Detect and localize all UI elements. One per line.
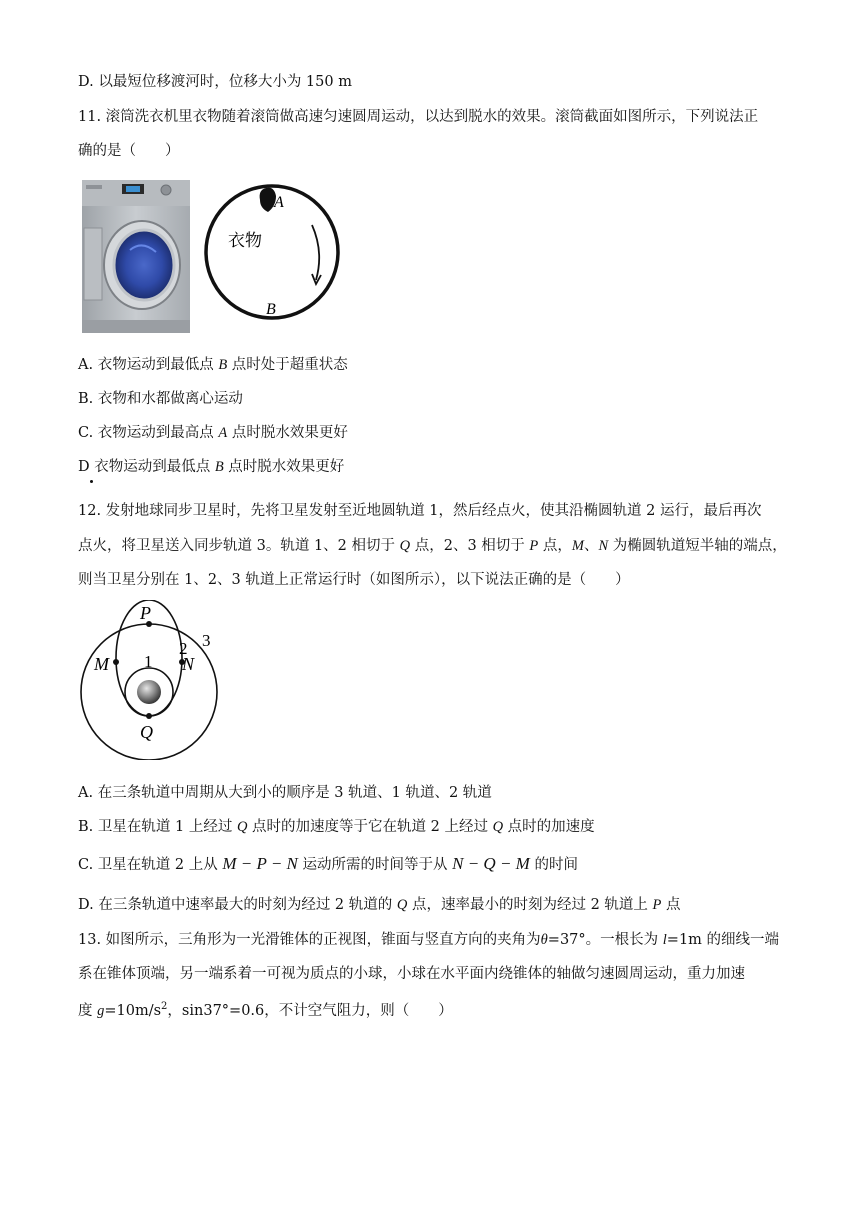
- q12-option-b-q1: Q: [236, 819, 248, 835]
- q12-stem-seg-b: 点，2、3 相切于: [410, 538, 530, 554]
- q12-option-b-mid: 点时的加速度等于它在轨道 2 上经过: [247, 819, 493, 835]
- label-b: B: [266, 301, 276, 318]
- q12-option-d-p: P: [652, 897, 662, 913]
- q11-stem-line1: 11. 滚筒洗衣机里衣物随着滚筒做高速匀速圆周运动，以达到脱水的效果。滚筒截面如图所示，下列说法正: [78, 109, 759, 125]
- q12-option-d-q: Q: [396, 897, 408, 913]
- q10-option-d: D. 以最短位移渡河时，位移大小为 150 m: [78, 74, 352, 90]
- drum-cross-section-figure: [200, 180, 345, 322]
- q11-option-b: B. 衣物和水都做离心运动: [78, 391, 243, 407]
- q11-option-d-suffix: 点时脱水效果更好: [223, 459, 345, 475]
- q13-line1: [78, 930, 779, 950]
- point-q: [146, 713, 152, 719]
- q12-stem-line1: 12. 发射地球同步卫星时，先将卫星发射至近地圆轨道 1，然后经点火，使其沿椭圆轨道 2 运行，最后再次: [78, 503, 762, 519]
- label-a: A: [274, 194, 284, 211]
- q12-stem-n: N: [598, 538, 609, 554]
- q11-option-d-prefix: D 衣物运动到最低点: [78, 459, 215, 475]
- q13-line1-c: =1m 的细线一端: [666, 932, 780, 948]
- q12-stem-seg-a: 点火，将卫星送入同步轨道 3。轨道 1、2 相切于: [78, 538, 400, 554]
- washing-machine-image: [82, 180, 190, 333]
- q12-stem-m: M: [571, 538, 584, 554]
- q12-option-c: [78, 854, 578, 875]
- q12-option-b-q2: Q: [492, 819, 504, 835]
- q11-stem-line2: 确的是（ ）: [78, 143, 180, 159]
- q13-line2: 系在锥体顶端，另一端系着一可视为质点的小球，小球在水平面内绕锥体的轴做匀速圆周运动，重力加速: [78, 966, 745, 982]
- q12-option-d-mid: 点，速率最小的时刻为经过 2 轨道上: [407, 897, 653, 913]
- q12-stem-p: P: [529, 538, 539, 554]
- q11-option-a-prefix: A. 衣物运动到最低点: [78, 357, 219, 373]
- label-orbit-3: 3: [202, 631, 211, 650]
- q12-option-d: [78, 895, 681, 915]
- q11-option-a: [78, 355, 348, 375]
- q12-option-b-prefix: B. 卫星在轨道 1 上经过: [78, 819, 237, 835]
- earth: [137, 680, 161, 704]
- q12-stem-seg-d: 、: [583, 538, 599, 554]
- q12-option-c-prefix: C. 卫星在轨道 2 上从: [78, 857, 223, 873]
- q12-option-d-prefix: D. 在三条轨道中速率最大的时刻为经过 2 轨道的: [78, 897, 397, 913]
- q13-line3-a: 度: [78, 1002, 98, 1019]
- label-n: N: [182, 654, 195, 674]
- q13-line3-b: =10m/s: [104, 1002, 162, 1019]
- q12-stem-q: Q: [399, 538, 411, 554]
- q11-option-a-suffix: 点时处于超重状态: [227, 357, 348, 373]
- label-orbit-2: 2: [179, 639, 188, 658]
- orbit-figure: [78, 600, 223, 760]
- q13-line3-c: ，sin37°=0.6，不计空气阻力，则（ ）: [167, 1002, 453, 1019]
- label-p: P: [140, 603, 151, 623]
- q13-l: l: [662, 932, 667, 948]
- label-orbit-1: 1: [144, 652, 153, 671]
- q12-option-d-suffix: 点: [661, 897, 681, 913]
- q12-option-c-path1: M − P − N: [222, 854, 298, 873]
- q12-option-c-mid: 运动所需的时间等于从: [297, 857, 453, 873]
- q13-g: g: [97, 1002, 105, 1019]
- q12-stem-seg-e: 为椭圆轨道短半轴的端点，: [608, 538, 787, 554]
- q12-stem-line3: 则当卫星分别在 1、2、3 轨道上正常运行时（如图所示），以下说法正确的是（ ）: [78, 572, 630, 588]
- q13-line1-a: 13. 如图所示，三角形为一光滑锥体的正视图，锥面与竖直方向的夹角为: [78, 932, 541, 948]
- q12-option-b: [78, 817, 595, 837]
- q11-option-c-var: A: [218, 425, 228, 441]
- point-m: [113, 659, 119, 665]
- q11-option-d-var: B: [214, 459, 224, 475]
- label-m: M: [94, 654, 109, 674]
- q13-line3: [78, 997, 453, 1021]
- rotation-arrow: [312, 225, 319, 280]
- q13-theta: θ: [540, 932, 548, 948]
- q12-option-a: A. 在三条轨道中周期从大到小的顺序是 3 轨道、1 轨道、2 轨道: [78, 785, 492, 801]
- q12-stem-seg-c: 点，: [538, 538, 572, 554]
- q13-superscript: 2: [161, 1001, 168, 1012]
- q12-option-c-suffix: 的时间: [529, 857, 578, 873]
- stray-dot: [90, 480, 93, 483]
- q13-line1-b: =37°。一根长为: [547, 932, 663, 948]
- q11-option-c-suffix: 点时脱水效果更好: [227, 425, 348, 441]
- q12-option-c-path2: N − Q − M: [452, 854, 530, 873]
- q11-option-c-prefix: C. 衣物运动到最高点: [78, 425, 219, 441]
- label-q: Q: [140, 722, 153, 742]
- q11-option-a-var: B: [218, 357, 228, 373]
- q11-option-d: [78, 457, 344, 477]
- q12-option-b-suffix: 点时的加速度: [503, 819, 595, 835]
- q11-option-c: [78, 423, 348, 443]
- label-clothes: 衣物: [228, 231, 262, 251]
- q12-stem-line2: [78, 536, 787, 556]
